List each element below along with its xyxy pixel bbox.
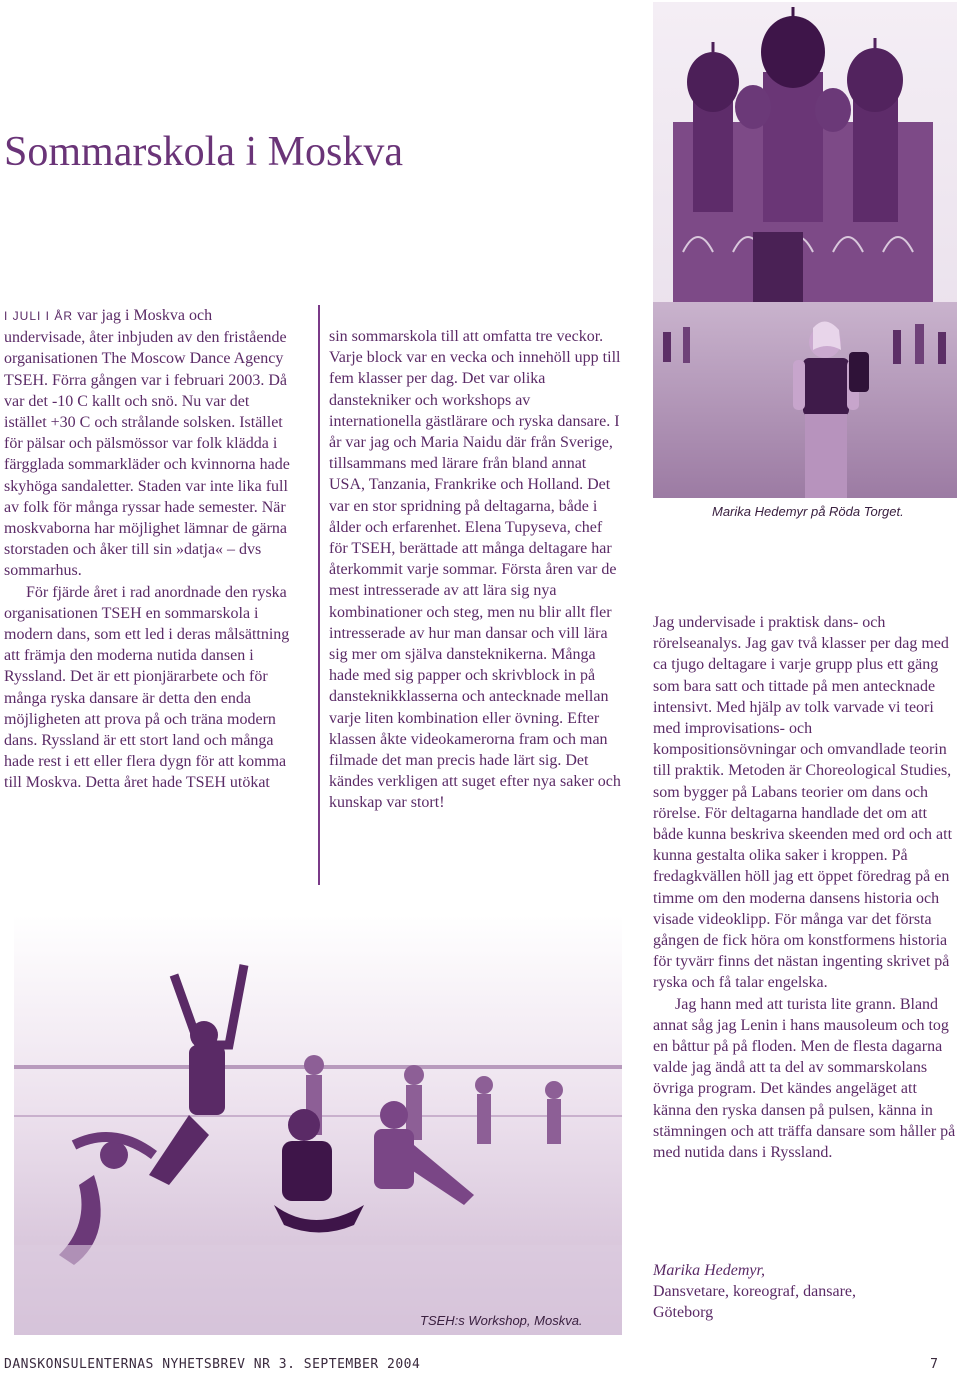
author-role: Dansvetare, koreograf, dansare, (653, 1283, 857, 1300)
paragraph: Jag undervisade i praktisk dans- och rörelseanalys. Jag gav två klasser per dag med ca tjugo deltagare i varje grupp plus ett gäng som bara satt och tittade på men antecknade intensivt. Med hjälp av tolk varvade vi teori med improvisations- och kompositionsövningar och omvandlade teorin till praktik. Metoden är Choreological Studies, som bygger på Labans teorier om dans och rörelse. För deltagarna handlade det om att både kunna beskriva skeenden med ord och att kunna gestalta olika saker i kroppen. På fredagkvällen höll jag ett öppet föredrag på en timme om den moderna dansens historia och visade videoklipp. För många var det första gången de fick höra om konstformens historia för tyvärr finns det nästan ingenting skrivet på ryska och få talar engelska. (653, 614, 953, 992)
moscow-photo-image (653, 2, 957, 498)
footer-publication: DANSKONSULENTERNAS NYHETSBREV NR 3. SEPTEMBER 2004 (4, 1357, 421, 1372)
author-name: Marika Hedemyr, (653, 1262, 765, 1279)
article-column-3 (653, 612, 957, 1163)
paragraph: För fjärde året i rad anordnade den ryska organisationen TSEH en sommarskola i modern dans, som ett led i deras målsättning att främja den moderna nutida dansen i Ryssland. Det är ett pionjärarbete och för många ryska dansare är detta den enda möjligheten att prova på och träna modern dans. Ryssland är ett stort land och många hade rest i ett eller flera dygn för att komma till Moskva. Detta året hade TSEH utökat (4, 583, 290, 792)
article-title: Sommarskola i Moskva (4, 129, 403, 175)
workshop-photo-image (14, 915, 622, 1335)
article-column-2 (329, 326, 621, 814)
column-divider (318, 305, 320, 885)
paragraph: sin sommarskola till att omfatta tre veckor. Varje block var en vecka och innehöll upp till fem klasser per dag. Det var olika danstekniker och workshops av internationella gästlärare och ryska dansare. I år var jag och Maria Naidu där från Sverige, tillsammans med lärare från bland annat USA, Tanzania, Frankrike och Holland. Det var en stor spridning på deltagarna, både i ålder och erfarenhet. Elena Tupyseva, chef för TSEH, berättade att många deltagare har återkommit varje sommar. Första åren var de mest intresserade av att lära sig nya kombinationer och steg, men nu blir allt fler intresserade av hur man dansar och vill lära sig mer om själva dansteknikerna. Många hade med sig papper och skrivblock in på dansteknikklasserna och antecknade mellan varje liten kombination eller övning. Efter klassen åkte videokamerorna fram och man filmade det man precis hade lärt sig. Det kändes verkligen att suget efter nya saker och kunskap var stort! (329, 328, 621, 812)
article-column-1 (4, 305, 294, 794)
author-city: Göteborg (653, 1304, 714, 1321)
moscow-photo (653, 2, 957, 498)
paragraph (4, 305, 294, 582)
paragraph-text: var jag i Moskva och undervisade, åter inbjuden av den fristående organisationen The Moscow Dance Agency TSEH. Förra gången var i februari 2003. Då var det -10 C kallt och snö. Nu var det istället +30 C och strålande solsken. Istället för pälsar och pälsmössor var folk klädda i färgglada sommarkläder och kvinnorna hade skyhöga sandaletter. Staden var inte lika full av folk för många ryssar hade semester. När moskvaborna har möjlighet lämnar de gärna storstaden och åker till sin »datja« – dvs sommarhus. (4, 307, 290, 580)
moscow-photo-caption: Marika Hedemyr på Röda Torget. (712, 504, 904, 519)
paragraph: Jag hann med att turista lite grann. Bland annat såg jag Lenin i hans mausoleum och tog en båttur på på floden. Men de flesta dagarna valde jag ändå att ta del av sommarskolans övriga program. Det kändes angeläget att känna den ryska dansen på pulsen, känna in stämningen och att träffa dansare som håller på med nutida dans i Ryssland. (653, 995, 956, 1162)
workshop-photo (14, 915, 622, 1335)
workshop-photo-caption: TSEH:s Workshop, Moskva. (420, 1313, 583, 1328)
author-signature (653, 1260, 856, 1323)
page-number: 7 (930, 1357, 938, 1372)
lead-in: I JULI I ÅR (4, 309, 74, 323)
